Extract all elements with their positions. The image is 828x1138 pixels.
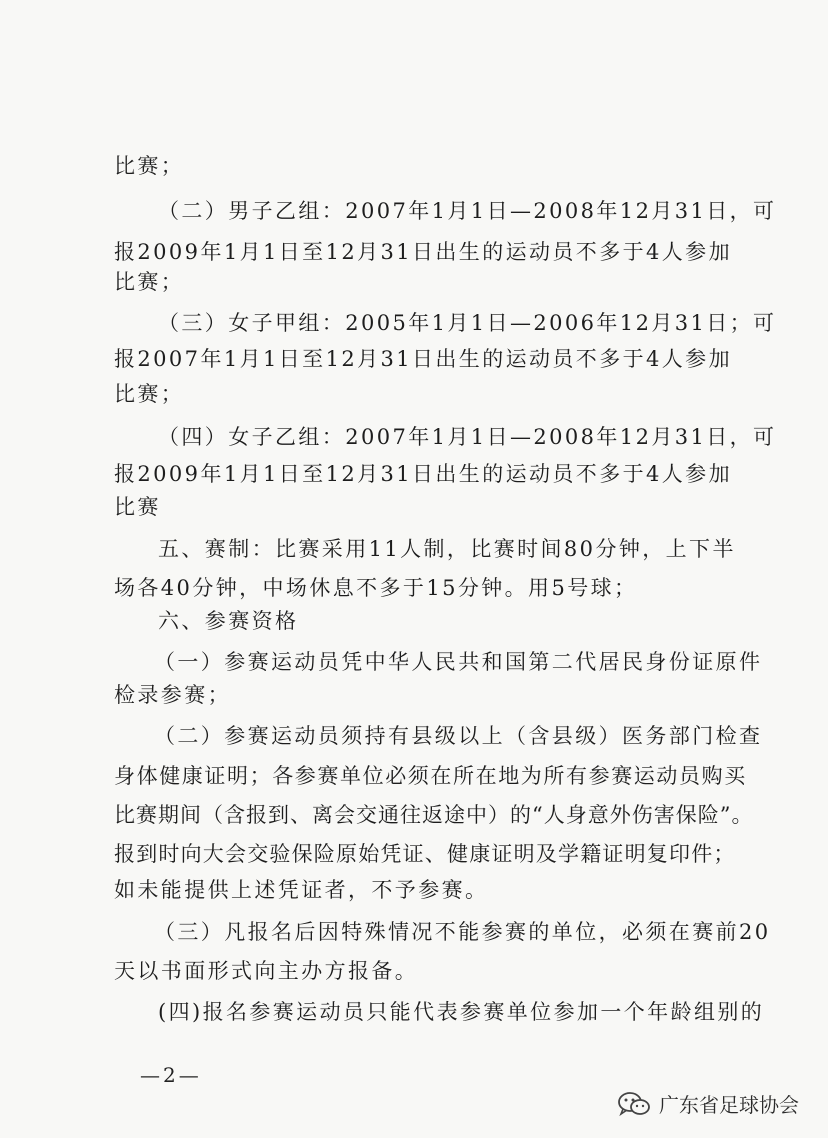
wechat-icon: [617, 1090, 651, 1118]
watermark: [617, 1089, 799, 1118]
text-line: （三）凡报名后因特殊情况不能参赛的单位，必须在赛前20: [154, 920, 771, 944]
text-line: 报2009年1月1日至12月31日出生的运动员不多于4人参加: [114, 240, 732, 264]
text-line: (四)报名参赛运动员只能代表参赛单位参加一个年龄组别的: [158, 1000, 765, 1024]
text-line: （二）参赛运动员须持有县级以上（含县级）医务部门检查: [154, 724, 763, 748]
text-line: （四）女子乙组：2007年1月1日—2008年12月31日，可: [158, 425, 777, 449]
text-line: 检录参赛；: [114, 683, 231, 707]
text-line: 如未能提供上述凭证者，不予参赛。: [114, 878, 489, 902]
text-line: （一）参赛运动员凭中华人民共和国第二代居民身份证原件: [154, 650, 763, 674]
text-line: 报2009年1月1日至12月31日出生的运动员不多于4人参加: [114, 462, 732, 486]
text-line: 比赛期间（含报到、离会交通往返途中）的“人身意外伤害保险”。: [114, 803, 754, 827]
text-line: 比赛；: [114, 270, 185, 294]
text-line: 报2007年1月1日至12月31日出生的运动员不多于4人参加: [114, 347, 732, 371]
text-line: 场各40分钟，中场休息不多于15分钟。用5号球；: [114, 576, 638, 600]
text-line: 报到时向大会交验保险原始凭证、健康证明及学籍证明复印件；: [114, 842, 736, 866]
page-number: —2—: [140, 1063, 202, 1087]
text-line: （三）女子甲组：2005年1月1日—2006年12月31日；可: [158, 311, 777, 335]
text-line: 五、赛制：比赛采用11人制，比赛时间80分钟，上下半: [158, 537, 736, 561]
text-line: （二）男子乙组：2007年1月1日—2008年12月31日，可: [158, 199, 777, 223]
text-line: 比赛: [114, 495, 161, 519]
watermark-text: 广东省足球协会: [659, 1093, 799, 1117]
text-line: 比赛；: [114, 154, 185, 178]
section-heading: 六、参赛资格: [158, 609, 299, 633]
text-line: 身体健康证明；各参赛单位必须在所在地为所有参赛运动员购买: [114, 764, 747, 788]
text-line: 比赛；: [114, 382, 185, 406]
text-line: 天以书面形式向主办方报备。: [114, 959, 419, 983]
